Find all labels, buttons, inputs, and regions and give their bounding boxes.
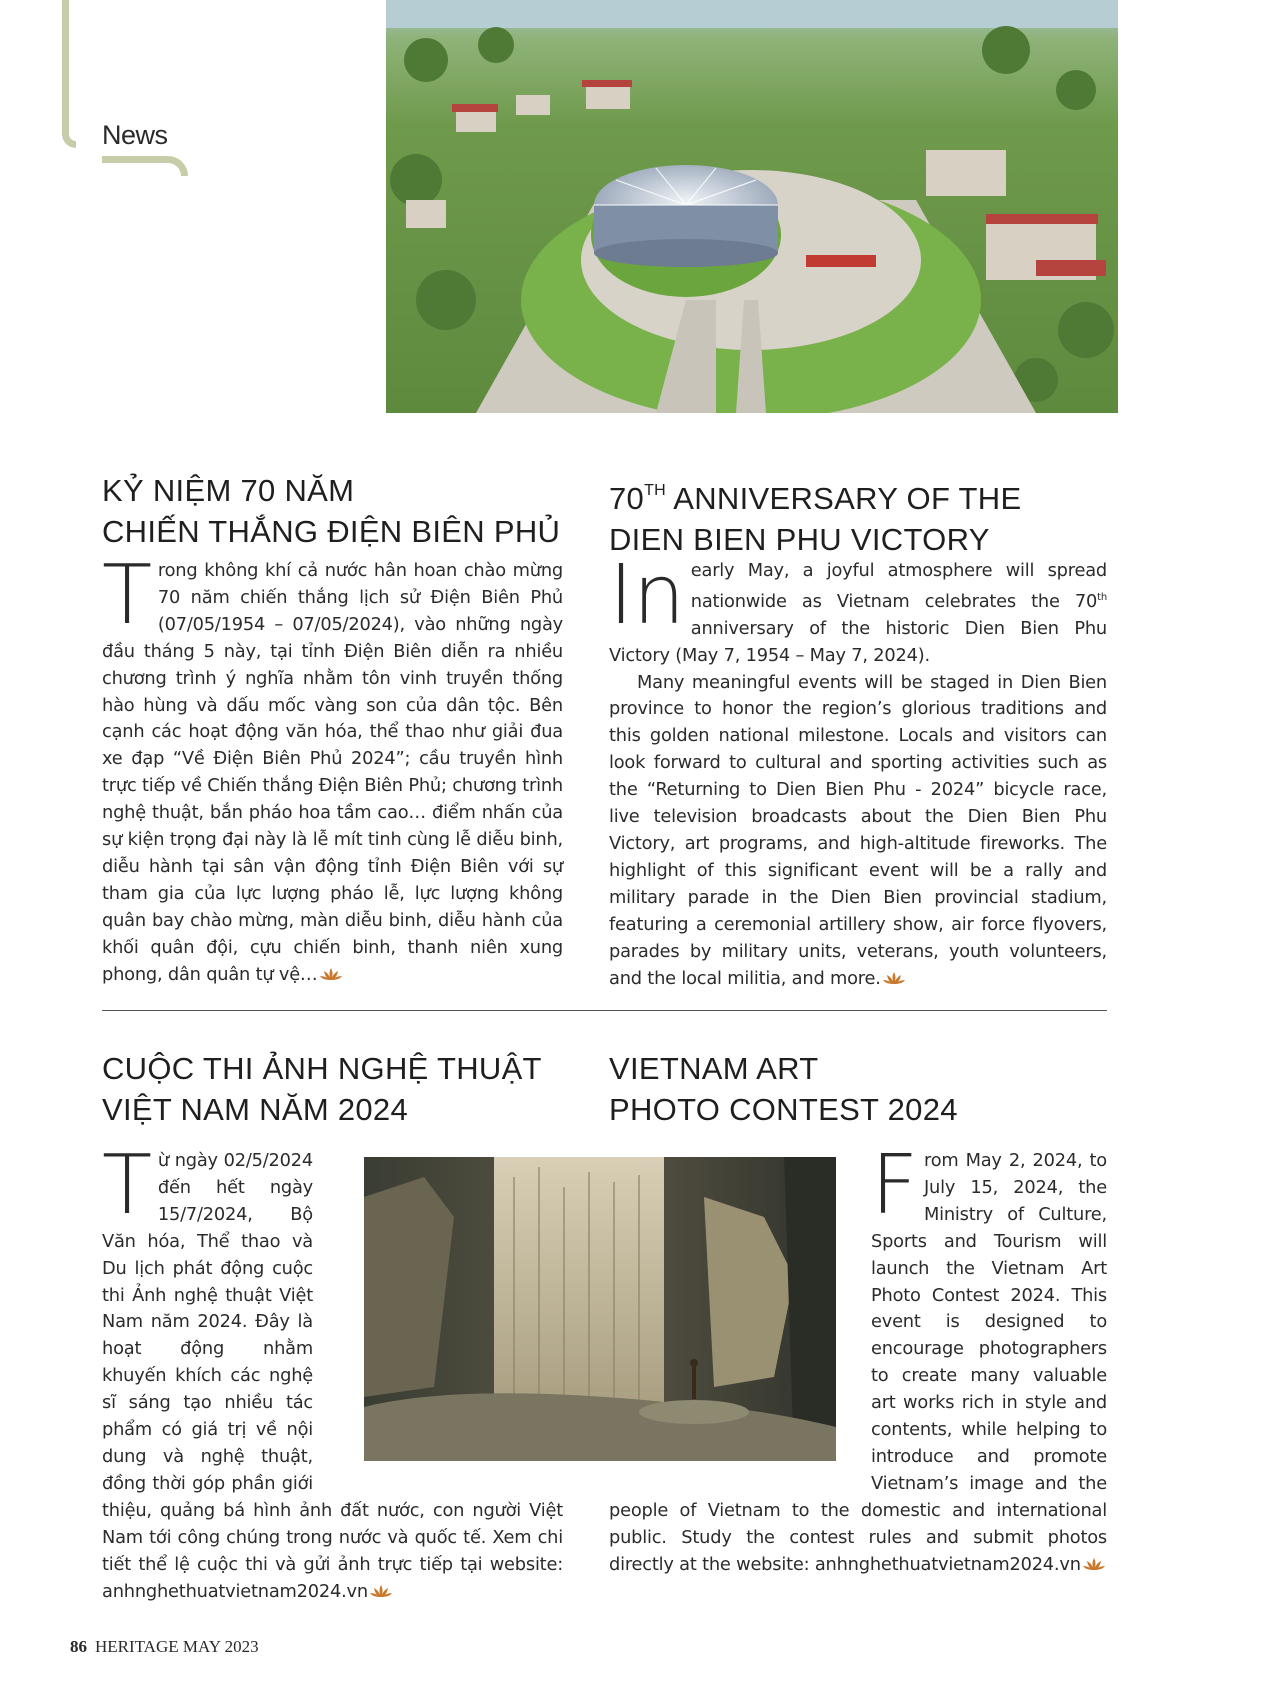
- lotus-icon: [370, 1584, 392, 1598]
- article1-en-title-sup: TH: [644, 482, 667, 499]
- article1-en-p2: Many meaningful events will be staged in Dien Bien province to honor the region’s glorious traditions and this golden national milestone. Locals and visitors can look forward to cultural and sporting activities such as the “Returning to Dien Bien Phu - 2024” bicycle race, live television broadcasts about the Dien Bien Phu Victory, art programs, and high-altitude fireworks. The highlight of this significant event will be a rally and military parade in the Dien Bien provincial stadium, featuring a ceremonial artillery show, air force flyovers, parades by military units, veterans, youth volunteers, and the local militia, and more.: [609, 671, 1107, 989]
- article1-vi-text: rong không khí cả nước hân hoan chào mừng 70 năm chiến thắng lịch sử Điện Biên Phủ (07/05/1954 – 07/05/2024), vào những ngày đầu tháng 5 này, tại tỉnh Điện Biên diễn ra nhiều chương trình ý nghĩa nhằm tôn vinh truyền thống hào hùng và dấu mốc vàng son của dân tộc. Bên cạnh các hoạt động văn hóa, thể thao như giải đua xe đạp “Về Điện Biên Phủ 2024”; cầu truyền hình trực tiếp về Chiến thắng Điện Biên Phủ; chương trình nghệ thuật, bắn pháo hoa tầm cao… điểm nhấn của sự kiện trọng đại này là lễ mít tinh cùng lễ diễu binh, diễu hành tại sân vận động tỉnh Điện Biên với sự tham gia của lực lượng pháo lễ, lực lượng không quân bay chào mừng, màn diễu binh, diễu hành của khối quân đội, cựu chiến binh, thanh niên xung phong, dân quân tự vệ…: [102, 560, 563, 985]
- article1-en-p1b: anniversary of the historic Dien Bien Phu Victory (May 7, 1954 – May 7, 2024).: [609, 617, 1107, 666]
- article2-en-title: [609, 1048, 958, 1130]
- article1-en-dropcap: In: [609, 548, 685, 643]
- article1-en-body: [609, 548, 1107, 992]
- section-label: News: [102, 120, 168, 150]
- article1-vi-dropcap: T: [102, 548, 152, 643]
- article1-vi-title: [102, 470, 560, 552]
- section-deco-bar: [62, 0, 76, 148]
- article1-en-p1a: early May, a joyful atmosphere will spread nationwide as Vietnam celebrates the 70: [690, 560, 1107, 612]
- article1-en-title: [609, 470, 1021, 560]
- article2-vi-title-line1: CUỘC THI ẢNH NGHỆ THUẬT: [102, 1051, 542, 1086]
- issue-date: MAY 2023: [182, 1637, 259, 1656]
- lotus-icon: [320, 967, 342, 981]
- article2-en-body: [609, 1138, 1107, 1579]
- article1-vi-title-line2: CHIẾN THẮNG ĐIỆN BIÊN PHỦ: [102, 514, 561, 549]
- article2-en-title-line2: PHOTO CONTEST 2024: [609, 1092, 958, 1127]
- article2-en-dropcap: F: [871, 1138, 918, 1233]
- article1-en-title-line1: ANNIVERSARY OF THE: [666, 481, 1022, 516]
- dien-bien-phu-museum-photo: [386, 0, 1118, 413]
- article1-vi-body: [102, 548, 563, 989]
- article2-vi-title: [102, 1048, 542, 1130]
- article2-vi-text: ừ ngày 02/5/2024 đến hết ngày 15/7/2024, Bộ Văn hóa, Thể thao và Du lịch phát động cuộc thi Ảnh nghệ thuật Việt Nam năm 2024. Đây là hoạt động nhằm khuyến khích các nghệ sĩ sáng tạo nhiều tác phẩm có giá trị về nội dung và nghệ thuật, đồng thời góp phần giới thiệu, quảng bá hình ảnh đất nước, con người Việt Nam tới công chúng trong nước và quốc tế. Xem chi tiết thể lệ cuộc thi và gửi ảnh trực tiếp tại website: anhnghethuatvietnam2024.vn: [102, 1150, 563, 1602]
- article2-vi-body: [102, 1138, 563, 1605]
- page-number: 86: [70, 1637, 87, 1656]
- article1-en-title-number: 70: [609, 481, 645, 516]
- article1-vi-title-line1: KỶ NIỆM 70 NĂM: [102, 473, 355, 508]
- lotus-icon: [1083, 1557, 1105, 1571]
- article2-vi-dropcap: T: [102, 1138, 152, 1233]
- lotus-icon: [883, 971, 905, 985]
- magazine-name: HERITAGE: [95, 1637, 179, 1656]
- page-footer: [70, 1637, 259, 1657]
- section-divider: [102, 1010, 1107, 1011]
- article2-en-text: rom May 2, 2024, to July 15, 2024, the Ministry of Culture, Sports and Tourism will launch the Vietnam Art Photo Contest 2024. This event is designed to encourage photographers to create many valuable art works rich in style and contents, while helping to introduce and promote Vietnam’s image and the people of Vietnam to the domestic and international public. Study the contest rules and submit photos directly at the website: anhnghethuatvietnam2024.vn: [609, 1150, 1107, 1575]
- article1-en-title-line2: DIEN BIEN PHU VICTORY: [609, 522, 990, 557]
- section-deco-tail: [102, 156, 188, 176]
- article1-en-p1-sup: th: [1097, 591, 1107, 603]
- article2-vi-title-line2: VIỆT NAM NĂM 2024: [102, 1092, 409, 1127]
- article2-en-title-line1: VIETNAM ART: [609, 1051, 819, 1086]
